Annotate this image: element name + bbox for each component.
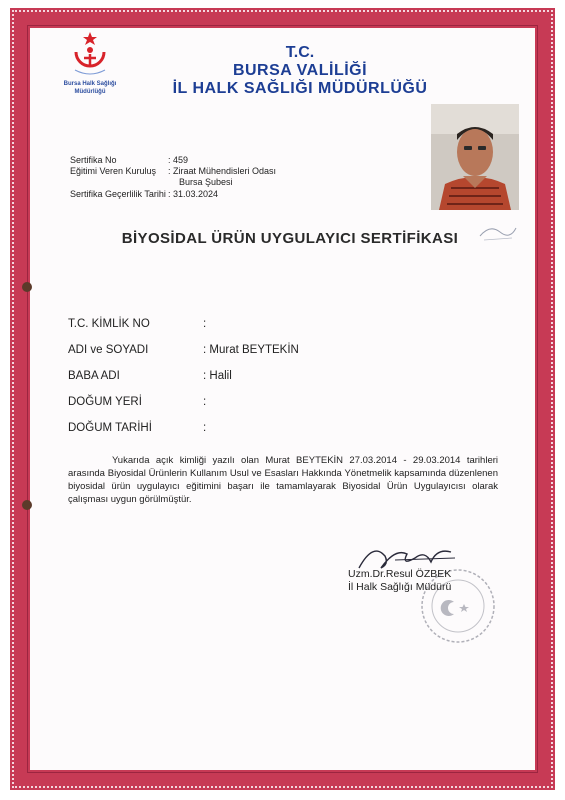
validity-label: Sertifika Geçerlilik Tarihi — [70, 189, 166, 199]
field-value: : — [203, 422, 207, 434]
validity-row — [70, 189, 218, 199]
cert-number-label: Sertifika No — [70, 155, 117, 165]
field-label: BABA ADI — [68, 370, 120, 382]
issuer-row — [70, 166, 276, 176]
holder-photo — [431, 104, 519, 210]
header-directorate: İL HALK SAĞLIĞI MÜDÜRLÜĞÜ — [172, 80, 428, 97]
field-value: : — [203, 396, 207, 408]
certificate-title: BİYOSİDAL ÜRÜN UYGULAYICI SERTİFİKASI — [121, 230, 459, 247]
ministry-logo — [55, 30, 125, 96]
field-label: ADI ve SOYADI — [68, 344, 149, 356]
signatory-name: Uzm.Dr.Resul ÖZBEK — [348, 568, 452, 580]
punch-hole-top — [22, 282, 32, 292]
field-label: T.C. KİMLİK NO — [68, 318, 150, 330]
logo-text-1: Bursa Halk Sağlığı — [63, 81, 117, 87]
issuer-label: Eğitimi Veren Kuruluş — [70, 166, 157, 176]
cert-number-value: : 459 — [168, 155, 189, 165]
logo-text-2: Müdürlüğü — [74, 89, 106, 95]
issuer-value: : Ziraat Mühendisleri Odası — [168, 166, 277, 176]
field-value: : — [203, 318, 207, 330]
cert-number-row — [70, 155, 188, 165]
field-label: DOĞUM YERİ — [68, 396, 142, 408]
validity-value: : 31.03.2024 — [168, 189, 219, 199]
signatory-title: İl Halk Sağlığı Müdürü — [348, 581, 452, 593]
field-value: : Halil — [203, 370, 232, 382]
health-logo-icon — [70, 30, 110, 80]
certificate-statement: Yukarıda açık kimliği yazılı olan Murat BEYTEKİN 27.03.2014 - 29.03.2014 tarihleri arasında Biyosidal Ürünlerin Kullanım Usul ve Esasları Hakkında Yönetmelik kapsamında düzenlenen biyosidal ürün uygulayıcı eğitimini başarı ile tamamlayarak Biyosidal Ürün Uygulayıcısı olarak çalışması uygun görülmüştür. — [68, 455, 498, 505]
punch-hole-bottom — [22, 500, 32, 510]
header-tc: T.C. — [285, 44, 315, 61]
field-label: DOĞUM TARİHİ — [68, 422, 152, 434]
field-value: : Murat BEYTEKİN — [203, 344, 299, 356]
header-governorship: BURSA VALİLİĞİ — [232, 62, 368, 79]
issuer-branch: Bursa Şubesi — [179, 177, 233, 187]
